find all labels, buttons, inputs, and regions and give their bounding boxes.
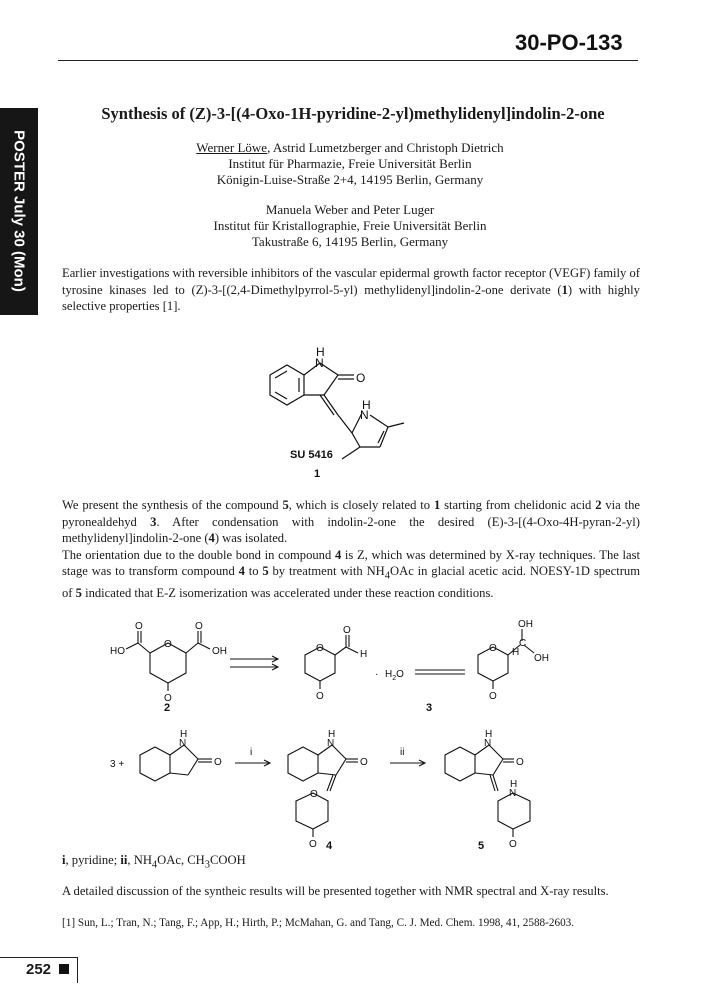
atom-h: H xyxy=(360,649,368,660)
institute-2: Institut für Kristallographie, Freie Universität Berlin xyxy=(213,218,487,233)
address-2: Takustraße 6, 14195 Berlin, Germany xyxy=(251,234,449,249)
reaction-scheme xyxy=(100,615,600,855)
compound-label-4: 4 xyxy=(326,840,333,852)
atom-o: O xyxy=(343,625,351,636)
page-number: 252 xyxy=(26,961,52,978)
atom-o: O xyxy=(309,839,317,850)
conclusion: A detailed discussion of the syntheic results will be presented together with NMR spectral and X-ray results. xyxy=(62,884,609,898)
atom-o: O xyxy=(195,621,203,632)
sidebar-tab xyxy=(0,108,38,315)
atom-n: N xyxy=(509,788,517,799)
atom-ho: HO xyxy=(110,646,125,657)
compound-ref: 1 xyxy=(561,282,568,297)
compound-label-2: 2 xyxy=(164,702,171,714)
structure-su5416 xyxy=(250,335,430,485)
step-ii-label: ii xyxy=(400,747,405,758)
atom-oh: OH xyxy=(518,619,533,630)
atom-o: O xyxy=(489,691,497,702)
water-h: H xyxy=(385,669,393,680)
atom-o: O xyxy=(310,789,318,800)
atom-n: N xyxy=(179,738,187,749)
poster-code: 30-PO-133 xyxy=(515,30,623,55)
authors-2: Manuela Weber and Peter Luger xyxy=(265,202,435,217)
atom-n: N xyxy=(315,356,324,370)
body-paragraph: We present the synthesis of the compound 5, which is closely related to 1 starting from chelidonic acid 2 via the pyronealdehyd 3. After condensation with indolin-2-one the desired (E)-3-[(4-Oxo-4H-pyran-2-yl) methylidenyl]indolin-2-one (4) was isolated. The orientation due to the double bond in compound 4 is Z, which was determined by X-ray techniques. The last stage was to transform compound 4 to 5 by treatment with $NH_4OAc$ in glacial acetic acid. NOESY-1D spectrum of 5 indicated that E-Z isomerization was accelerated under these reaction conditions. xyxy=(62,498,641,601)
adduct-dot: · xyxy=(375,669,379,680)
paper-title: Synthesis of (Z)-3-[(4-Oxo-1H-pyridine-2-yl)methylidenyl]indolin-2-one xyxy=(101,104,605,123)
water-subscript: 2 xyxy=(392,675,397,682)
atom-o: O xyxy=(516,757,524,768)
institute-1: Institut für Pharmazie, Freie Universität Berlin xyxy=(228,156,472,171)
compound-name: SU 5416 xyxy=(290,449,333,461)
affiliation-2 xyxy=(150,202,550,250)
atom-o: O xyxy=(214,757,222,768)
atom-o: O xyxy=(316,691,324,702)
intro-text: ) with highly selective properties [1]. xyxy=(62,282,640,313)
atom-n: N xyxy=(484,738,492,749)
atom-h: H xyxy=(510,779,518,790)
intro-paragraph xyxy=(62,265,640,315)
benzene-ring xyxy=(445,747,475,781)
reactant-3: 3 + xyxy=(110,759,125,770)
compound-number: 1 xyxy=(314,468,321,480)
atom-o: O xyxy=(489,643,497,654)
page-number-box xyxy=(0,957,78,983)
atom-o: O xyxy=(164,639,172,650)
co-authors: , Astrid Lumetzberger and Christoph Dietrich xyxy=(267,140,504,155)
benzene-ring xyxy=(140,747,170,781)
page-marker-square xyxy=(59,964,69,974)
atom-oh: OH xyxy=(534,653,549,664)
authors-1 xyxy=(150,140,550,156)
atom-h: H xyxy=(362,398,371,412)
reaction-conditions: i, pyridine; ii, $NH_4OAc$, $CH_3COOH$ xyxy=(62,853,246,871)
atom-oh: OH xyxy=(212,646,227,657)
compound-label-5: 5 xyxy=(478,840,485,852)
atom-h: H xyxy=(316,345,325,359)
atom-n: N xyxy=(360,408,369,422)
benzene-ring xyxy=(288,747,318,781)
atom-c: C xyxy=(519,638,527,649)
atom-h: H xyxy=(485,729,493,740)
atom-h: H xyxy=(328,729,336,740)
atom-n: N xyxy=(327,738,335,749)
reference: [1] Sun, L.; Tran, N.; Tang, F.; App, H.; Hirth, P.; McMahan, G. and Tang, C. J. Med. Chem. 1998, 41, 2588-2603. xyxy=(62,917,575,929)
step-i-label: i xyxy=(250,747,253,758)
water-o: O xyxy=(396,669,404,680)
intro-text: Earlier investigations with reversible inhibitors of the vascular epidermal growth factor receptor (VEGF) family of tyrosine kinases led to (Z)-3-[(2,4-Dimethylpyrrol-5-yl) methylidenyl]indolin-2-one derivate ( xyxy=(62,266,640,297)
atom-o: O xyxy=(135,621,143,632)
sidebar-label: POSTER July 30 (Mon) xyxy=(10,130,28,292)
atom-o: O xyxy=(316,643,324,654)
atom-h: H xyxy=(512,647,520,658)
svg-text:H2O xyxy=(385,669,404,682)
atom-o: O xyxy=(164,693,172,704)
presenting-author: Werner Löwe xyxy=(196,140,268,155)
atom-o: O xyxy=(509,839,517,850)
atom-o: O xyxy=(356,371,366,385)
atom-o: O xyxy=(360,757,368,768)
affiliation-1 xyxy=(150,140,550,188)
compound-label-3: 3 xyxy=(426,702,433,714)
atom-h: H xyxy=(180,729,188,740)
address-1: Königin-Luise-Straße 2+4, 14195 Berlin, Germany xyxy=(216,172,484,187)
header-rule xyxy=(58,60,638,61)
